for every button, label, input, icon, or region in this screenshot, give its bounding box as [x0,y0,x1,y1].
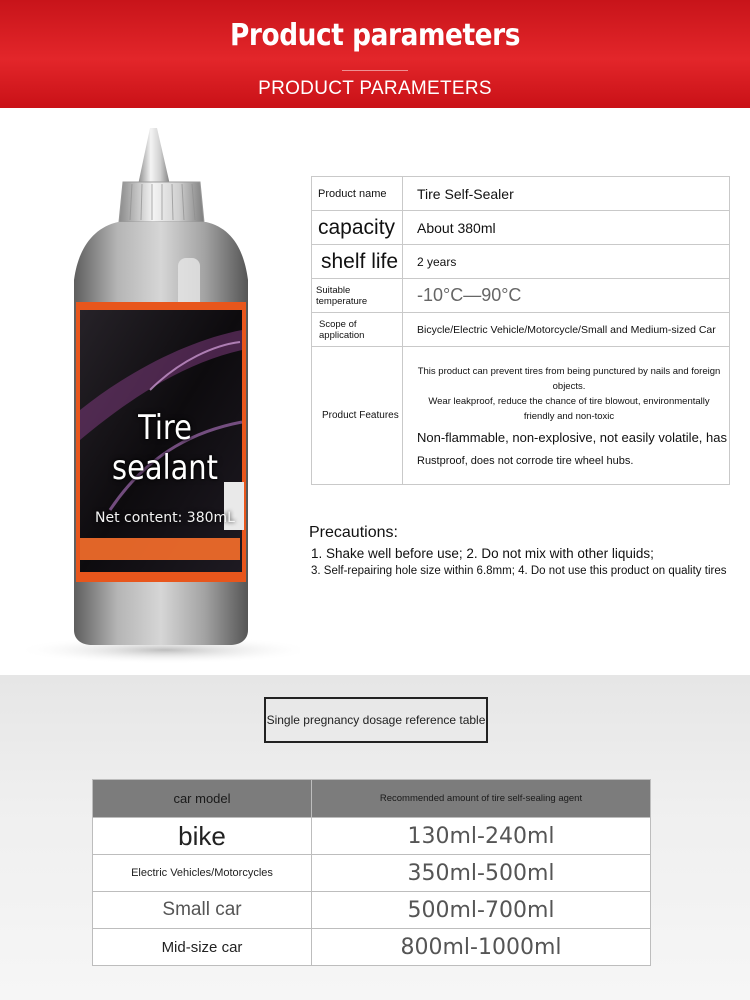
page-subtitle: PRODUCT PARAMETERS [258,78,492,99]
table-row [93,818,651,855]
table-row [312,245,730,279]
feature-line: Non-flammable, non-explosive, not easily volatile, has [417,430,727,445]
header-banner [0,0,750,108]
table-row [312,211,730,245]
car-model-cell: bike [93,818,312,855]
param-key: Product name [312,177,403,211]
column-header: Recommended amount of tire self-sealing agent [312,780,651,818]
precaution-line: 1. Shake well before use; 2. Do not mix with other liquids; [311,546,654,561]
precautions-title: Precautions: [309,524,398,541]
car-model-cell: Mid-size car [93,929,312,966]
dosage-table-title: Single pregnancy dosage reference table [264,697,488,743]
table-row [93,855,651,892]
param-key: Suitable temperature [312,279,403,313]
bottle-product-name: Tire sealant [112,408,218,488]
param-value: Bicycle/Electric Vehicle/Motorcycle/Small and Medium-sized Car [403,313,730,347]
param-value: 2 years [403,245,730,279]
param-key: shelf life [312,245,403,279]
amount-cell: 500ml-700ml [312,892,651,929]
car-model-cell: Electric Vehicles/Motorcycles [93,855,312,892]
param-value: About 380ml [403,211,730,245]
param-value: -10°C—90°C [403,279,730,313]
feature-line: This product can prevent tires from being punctured by nails and foreign objects. [417,366,721,392]
page-title: Product parameters [230,18,520,53]
amount-cell: 130ml-240ml [312,818,651,855]
table-row [312,177,730,211]
param-key: capacity [312,211,403,245]
bottle-net-content: Net content: 380mL [95,510,235,526]
table-row [312,313,730,347]
table-row [93,892,651,929]
car-model-cell: Small car [93,892,312,929]
column-header: car model [93,780,312,818]
features-cell [403,347,730,485]
parameters-table [311,176,730,485]
precautions-block [309,524,739,577]
table-row [312,347,730,485]
amount-cell: 800ml-1000ml [312,929,651,966]
param-key: Scope of application [312,313,403,347]
param-key: Product Features [312,347,403,485]
table-row [312,279,730,313]
amount-cell: 350ml-500ml [312,855,651,892]
feature-line: Wear leakproof, reduce the chance of tire blowout, environmentally friendly and non-toxic [428,396,710,422]
header-divider [342,70,408,71]
param-value: Tire Self-Sealer [403,177,730,211]
product-bottle-image [0,110,300,670]
table-row [93,929,651,966]
dosage-table [92,779,651,966]
feature-line: Rustproof, does not corrode tire wheel hubs. [417,455,634,467]
bottle-illustration [0,110,300,670]
precaution-line: 3. Self-repairing hole size within 6.8mm; 4. Do not use this product on quality tires [311,565,727,577]
table-header-row [93,780,651,818]
